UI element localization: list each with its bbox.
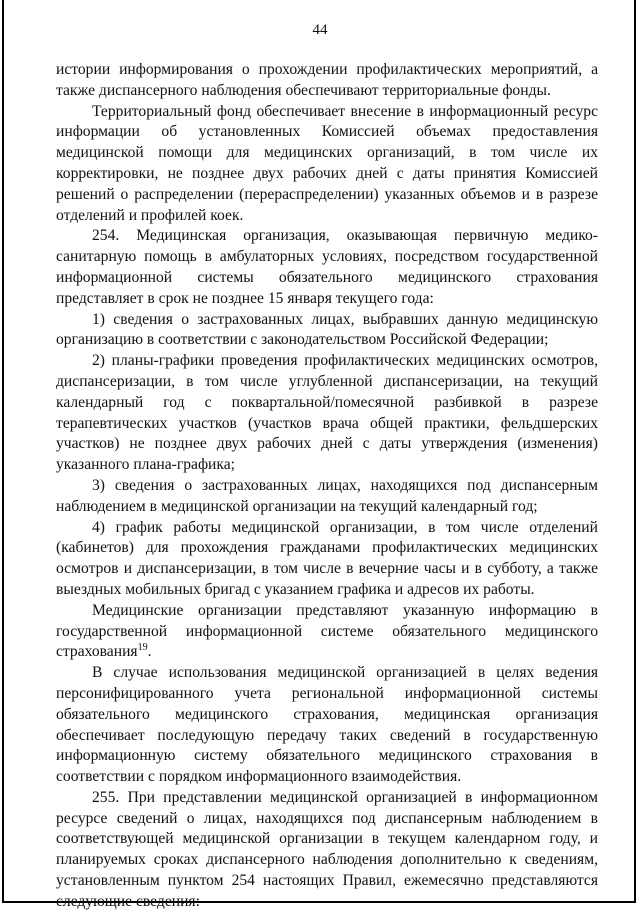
paragraph-territorial-fund: Территориальный фонд обеспечивает внесение в информационный ресурс информации об установленных Комиссией объемах предоставления медицинской помощи для медицинских организаций, в том числе их корректировки, не позднее двух рабочих дней с даты принятия Комиссией решений о распределении (перераспределении) указанных объемов и в разрезе отделений и профилей коек. xyxy=(56,102,598,224)
list-item-1: 1) сведения о застрахованных лицах, выбравших данную медицинскую организацию в соответствии с законодательством Российской Федерации; xyxy=(56,310,598,349)
paragraph-255: 255. При представлении медицинской организацией в информационном ресурсе сведений о лицах, находящихся под диспансерным наблюдением в соответствующей медицинской организации в текущем календарном году, и планируемых сроках диспансерного наблюдения дополнительно к сведениям, установленным пунктом 254 настоящих Правил, ежемесячно представляются следующие сведения: xyxy=(56,788,598,910)
paragraph-medical-orgs-text: Медицинские организации представляют указанную информацию в государственной информационной системе обязательного медицинского страхования xyxy=(56,601,598,661)
paragraph-regional-system: В случае использования медицинской организацией в целях ведения персонифицированного учета региональной информационной системы обязательного медицинского страхования, медицинская организация обеспечивает последующую передачу таких сведений в государственную информационную систему обязательного медицинского страхования в соответствии с порядком информационного взаимодействия. xyxy=(56,664,598,786)
document-body xyxy=(56,60,598,913)
paragraph-254: 254. Медицинская организация, оказывающая первичную медико-санитарную помощь в амбулаторных условиях, посредством государственной информационной системы обязательного медицинского страхования представляет в срок не позднее 15 января текущего года: xyxy=(56,227,598,307)
list-item-2: 2) планы-графики проведения профилактических медицинских осмотров, диспансеризации, в том числе углубленной диспансеризации, на текущий календарный год с поквартальной/помесячной разбивкой в разрезе терапевтических участков (участков врача общей практики, фельдшерских участков) не позднее двух рабочих дней с даты утверждения (изменения) указанного плана-графика; xyxy=(56,352,598,474)
list-item-3: 3) сведения о застрахованных лицах, находящихся под диспансерным наблюдением в медицинской организации на текущий календарный год; xyxy=(56,476,598,515)
list-item-4: 4) график работы медицинской организации, в том числе отделений (кабинетов) для прохождения гражданами профилактических медицинских осмотров и диспансеризации, в том числе в вечерние часы и в субботу, а также выездных мобильных бригад с указанием графика и адресов их работы. xyxy=(56,518,598,598)
paragraph-medical-orgs xyxy=(56,601,598,663)
page-number: 44 xyxy=(312,22,328,38)
footnote-reference: 19 xyxy=(137,642,148,654)
footnote-trailing-period: . xyxy=(147,643,152,661)
paragraph-continuation: истории информирования о прохождении профилактических мероприятий, а также диспансерного наблюдения обеспечивают территориальные фонды. xyxy=(56,61,598,99)
